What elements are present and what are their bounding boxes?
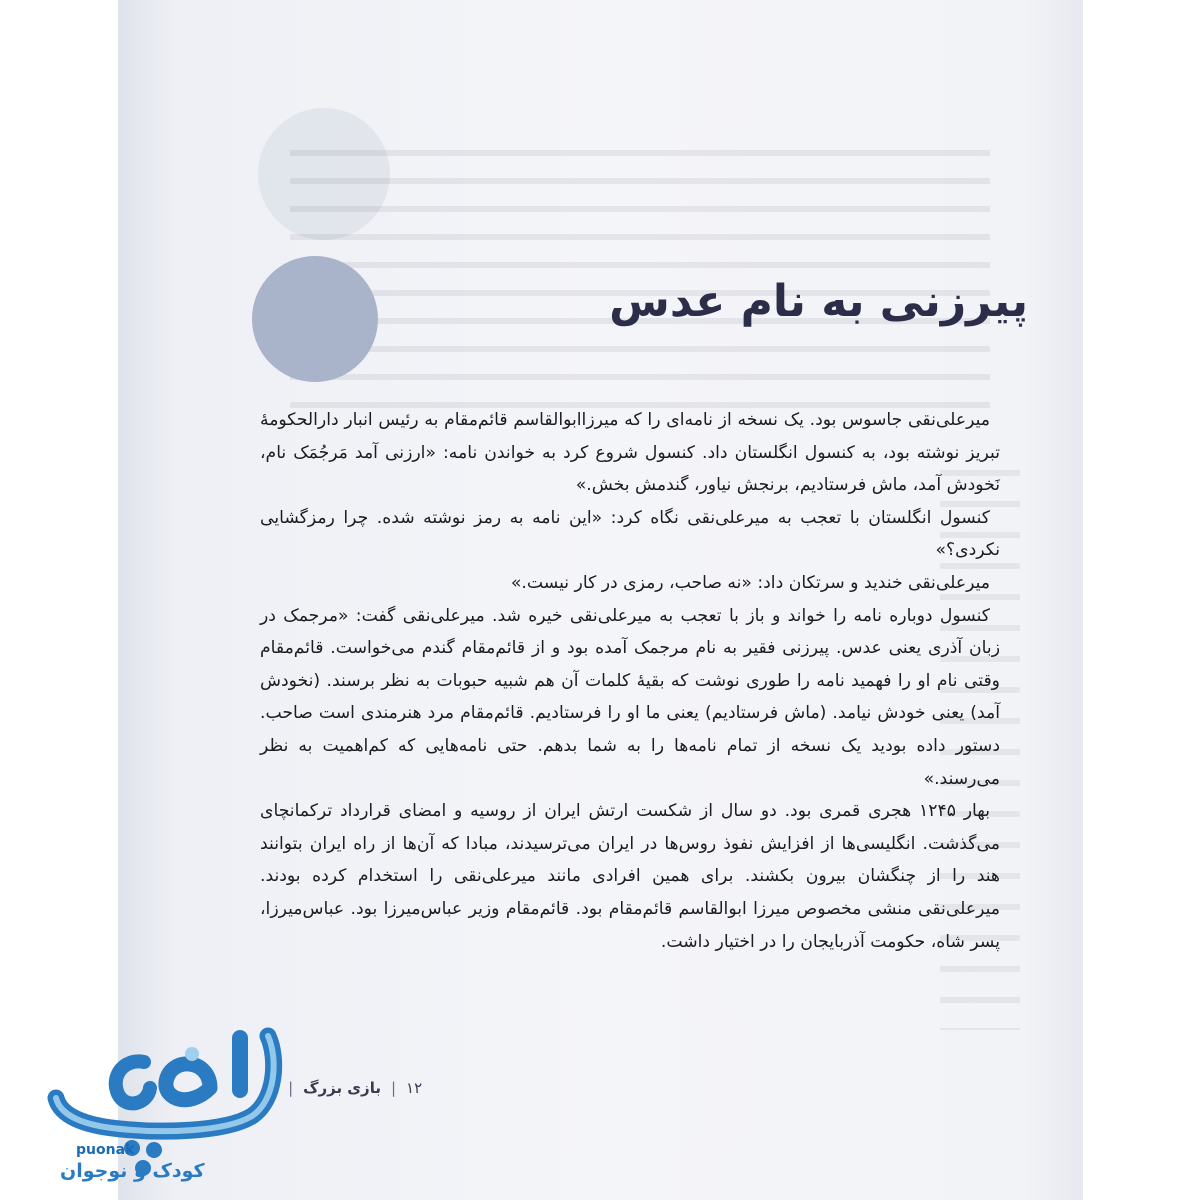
brand-name-latin: puonak [76,1142,135,1158]
logo-dot [146,1142,162,1158]
paragraph: کنسول دوباره نامه را خواند و باز با تعجب به میرعلی‌نقی خیره شد. میرعلی‌نقی گفت: «مرجمک در زبان آذری یعنی عدس. پیرزنی فقیر به نام مرجمک آمده بود و از قائم‌مقام گندم می‌خواست. قائم‌مقام وقتی نام او را فهمید نامه را طوری نوشت که بقیهٔ کلمات آن هم شبیه حبوبات به نظر برسند. (نخودش آمد) یعنی خودش نیامد. (ماش فرستادیم) یعنی ما او را فرستادیم. قائم‌مقام مرد هنرمندی است صاحب. دستور داده بودید یک نسخه از تمام نامه‌ها را به شما بدهم. حتی نامه‌هایی که کم‌اهمیت به نظر می‌رسند.» [260,605,1000,789]
footer-separator: | [390,1079,397,1097]
paragraph: میرعلی‌نقی خندید و سرتکان داد: «نه صاحب، رمزی در کار نیست.» [510,572,990,593]
title-decoration-circle [252,256,378,382]
paragraph: کنسول انگلستان با تعجب به میرعلی‌نقی نگاه کرد: «این نامه به رمز نوشته شده. چرا رمزگشایی نکردی؟» [260,507,1000,561]
chapter-body [260,404,1000,958]
page-number: ۹ [270,1079,279,1097]
paragraph: میرعلی‌نقی جاسوس بود. یک نسخه از نامه‌ای را که میرزاابوالقاسم قائم‌مقام به رئیس انبار دارالحکومهٔ تبریز نوشته بود، به کنسول انگلستان داد. کنسول شروع کرد به خواندن نامه: «ارزنی آمد مَرجُمَک نام، نَخودش آمد، ماش فرستادیم، برنجش نیاور، گندمش بخش.» [260,410,1000,496]
logo-letter-hook [116,1061,150,1103]
paragraph: بهار ۱۲۴۵ هجری قمری بود. دو سال از شکست ارتش ایران از روسیه و امضای قرارداد ترکمانچای می‌گذشت. انگلیسی‌ها از افزایش نفوذ روس‌ها در ایران می‌ترسیدند، مبادا که آن‌ها از راه ایران بتوانند هند را از چنگشان بیرون بکشند. برای همین افرادی مانند میرعلی‌نقی را استخدام کرده بودند. میرعلی‌نقی منشی مخصوص میرزا ابوالقاسم قائم‌مقام بود. قائم‌مقام وزیر عباس‌میرزا بود. عباس‌میرزا، پسر شاه، حکومت آذربایجان را در اختیار داشت. [260,801,1000,952]
series-number: ۱۲ [406,1079,423,1097]
logo-dot [185,1047,199,1061]
series-title: بازی بزرگ [303,1079,381,1097]
footer-separator: | [288,1079,294,1097]
logo-letter-bowl [166,1064,210,1100]
brand-tagline: کودک و نوجوان [60,1160,205,1182]
chapter-title: پیرزنی به نام عدس [609,276,1028,327]
